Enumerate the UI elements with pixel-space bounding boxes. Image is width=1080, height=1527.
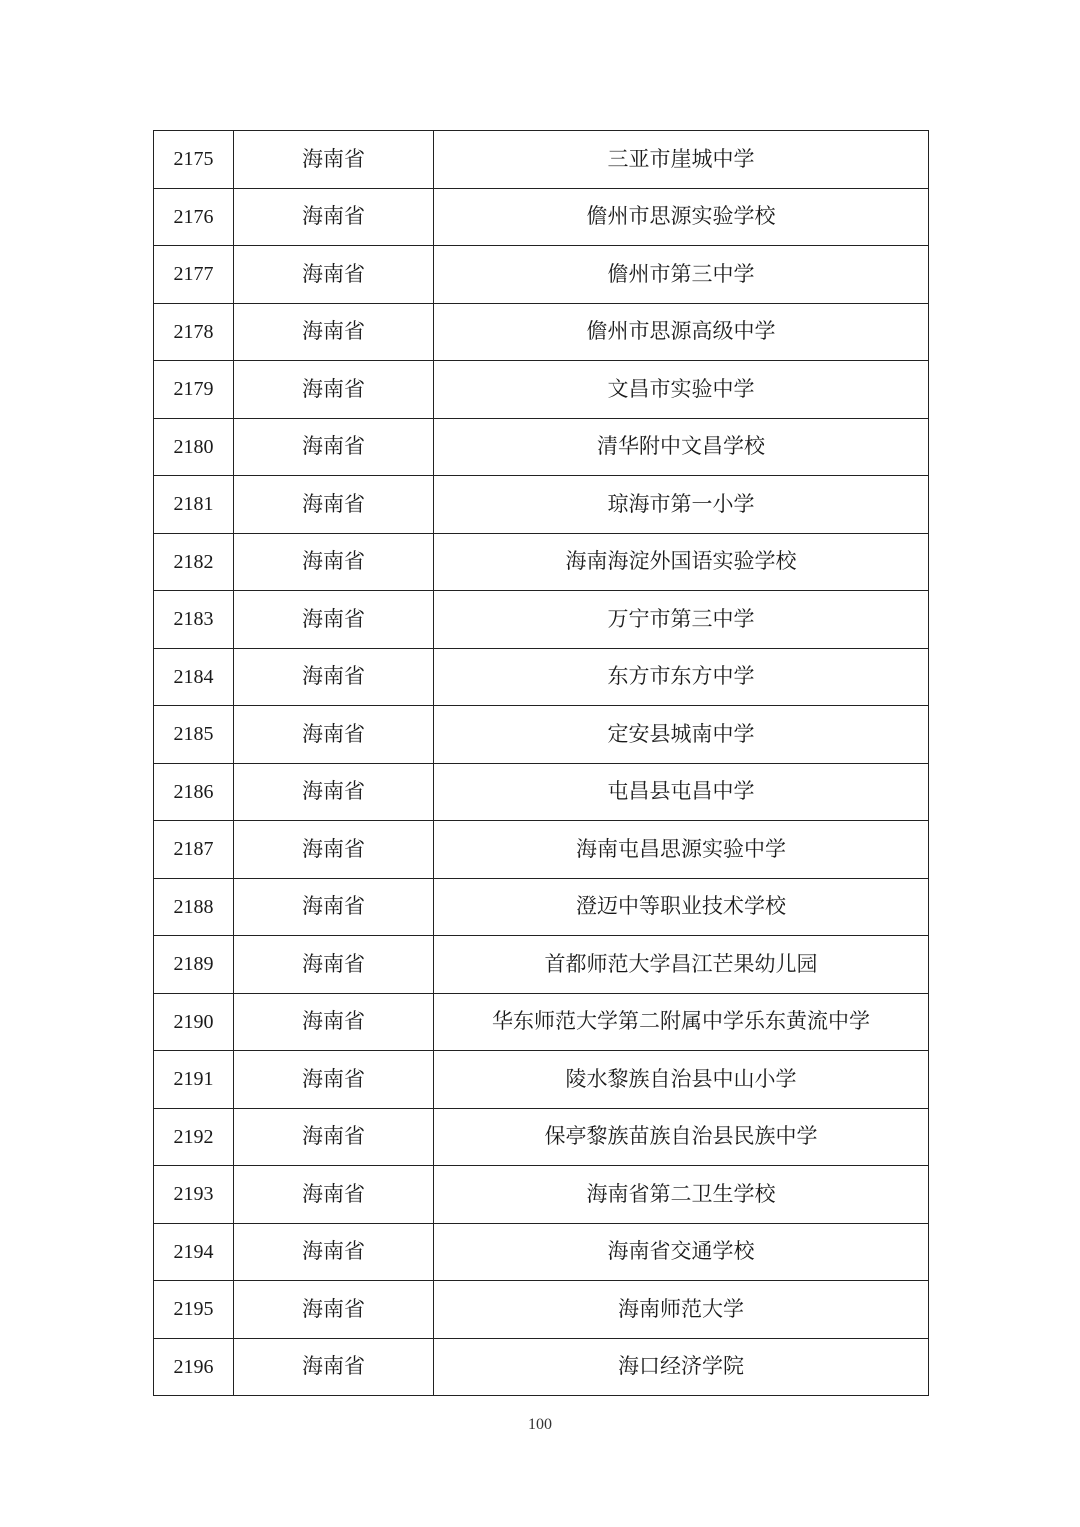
province-cell: 海南省 bbox=[234, 533, 434, 591]
table-row bbox=[154, 821, 929, 879]
table-row bbox=[154, 936, 929, 994]
province-cell: 海南省 bbox=[234, 361, 434, 419]
table-row bbox=[154, 246, 929, 304]
row-number-cell: 2183 bbox=[154, 591, 234, 649]
province-cell: 海南省 bbox=[234, 1051, 434, 1109]
table-row bbox=[154, 1281, 929, 1339]
row-number-cell: 2196 bbox=[154, 1338, 234, 1396]
province-cell: 海南省 bbox=[234, 936, 434, 994]
row-number-cell: 2178 bbox=[154, 303, 234, 361]
table-row bbox=[154, 188, 929, 246]
row-number-cell: 2190 bbox=[154, 993, 234, 1051]
school-name-cell: 澄迈中等职业技术学校 bbox=[434, 878, 929, 936]
province-cell: 海南省 bbox=[234, 591, 434, 649]
row-number-cell: 2185 bbox=[154, 706, 234, 764]
school-name-cell: 东方市东方中学 bbox=[434, 648, 929, 706]
row-number-cell: 2194 bbox=[154, 1223, 234, 1281]
school-name-cell: 海南师范大学 bbox=[434, 1281, 929, 1339]
school-name-cell: 保亭黎族苗族自治县民族中学 bbox=[434, 1108, 929, 1166]
row-number-cell: 2187 bbox=[154, 821, 234, 879]
province-cell: 海南省 bbox=[234, 1108, 434, 1166]
row-number-cell: 2175 bbox=[154, 131, 234, 189]
province-cell: 海南省 bbox=[234, 1166, 434, 1224]
table-row bbox=[154, 476, 929, 534]
row-number-cell: 2195 bbox=[154, 1281, 234, 1339]
school-name-cell: 屯昌县屯昌中学 bbox=[434, 763, 929, 821]
school-list-table bbox=[153, 130, 929, 1396]
school-list-table-container bbox=[153, 130, 928, 1396]
province-cell: 海南省 bbox=[234, 878, 434, 936]
table-row bbox=[154, 1108, 929, 1166]
school-name-cell: 琼海市第一小学 bbox=[434, 476, 929, 534]
row-number-cell: 2186 bbox=[154, 763, 234, 821]
school-name-cell: 海南海淀外国语实验学校 bbox=[434, 533, 929, 591]
row-number-cell: 2192 bbox=[154, 1108, 234, 1166]
school-name-cell: 文昌市实验中学 bbox=[434, 361, 929, 419]
school-name-cell: 定安县城南中学 bbox=[434, 706, 929, 764]
school-name-cell: 儋州市思源高级中学 bbox=[434, 303, 929, 361]
province-cell: 海南省 bbox=[234, 763, 434, 821]
school-name-cell: 华东师范大学第二附属中学乐东黄流中学 bbox=[434, 993, 929, 1051]
province-cell: 海南省 bbox=[234, 1281, 434, 1339]
table-row bbox=[154, 361, 929, 419]
table-row bbox=[154, 1223, 929, 1281]
row-number-cell: 2179 bbox=[154, 361, 234, 419]
province-cell: 海南省 bbox=[234, 706, 434, 764]
row-number-cell: 2188 bbox=[154, 878, 234, 936]
school-name-cell: 清华附中文昌学校 bbox=[434, 418, 929, 476]
school-name-cell: 儋州市思源实验学校 bbox=[434, 188, 929, 246]
school-name-cell: 海南省交通学校 bbox=[434, 1223, 929, 1281]
page-number: 100 bbox=[528, 1416, 552, 1433]
table-row bbox=[154, 648, 929, 706]
table-body bbox=[154, 131, 929, 1396]
row-number-cell: 2180 bbox=[154, 418, 234, 476]
row-number-cell: 2184 bbox=[154, 648, 234, 706]
province-cell: 海南省 bbox=[234, 131, 434, 189]
province-cell: 海南省 bbox=[234, 993, 434, 1051]
province-cell: 海南省 bbox=[234, 246, 434, 304]
table-row bbox=[154, 1338, 929, 1396]
school-name-cell: 三亚市崖城中学 bbox=[434, 131, 929, 189]
row-number-cell: 2177 bbox=[154, 246, 234, 304]
table-row bbox=[154, 706, 929, 764]
table-row bbox=[154, 418, 929, 476]
table-row bbox=[154, 1166, 929, 1224]
row-number-cell: 2189 bbox=[154, 936, 234, 994]
row-number-cell: 2176 bbox=[154, 188, 234, 246]
school-name-cell: 海口经济学院 bbox=[434, 1338, 929, 1396]
province-cell: 海南省 bbox=[234, 418, 434, 476]
province-cell: 海南省 bbox=[234, 1223, 434, 1281]
province-cell: 海南省 bbox=[234, 1338, 434, 1396]
school-name-cell: 万宁市第三中学 bbox=[434, 591, 929, 649]
school-name-cell: 海南屯昌思源实验中学 bbox=[434, 821, 929, 879]
school-name-cell: 海南省第二卫生学校 bbox=[434, 1166, 929, 1224]
row-number-cell: 2191 bbox=[154, 1051, 234, 1109]
table-row bbox=[154, 993, 929, 1051]
table-row bbox=[154, 878, 929, 936]
table-row bbox=[154, 1051, 929, 1109]
table-row bbox=[154, 131, 929, 189]
row-number-cell: 2181 bbox=[154, 476, 234, 534]
table-row bbox=[154, 533, 929, 591]
province-cell: 海南省 bbox=[234, 821, 434, 879]
table-row bbox=[154, 763, 929, 821]
school-name-cell: 首都师范大学昌江芒果幼儿园 bbox=[434, 936, 929, 994]
province-cell: 海南省 bbox=[234, 303, 434, 361]
school-name-cell: 陵水黎族自治县中山小学 bbox=[434, 1051, 929, 1109]
row-number-cell: 2182 bbox=[154, 533, 234, 591]
province-cell: 海南省 bbox=[234, 476, 434, 534]
province-cell: 海南省 bbox=[234, 188, 434, 246]
province-cell: 海南省 bbox=[234, 648, 434, 706]
table-row bbox=[154, 303, 929, 361]
table-row bbox=[154, 591, 929, 649]
row-number-cell: 2193 bbox=[154, 1166, 234, 1224]
school-name-cell: 儋州市第三中学 bbox=[434, 246, 929, 304]
